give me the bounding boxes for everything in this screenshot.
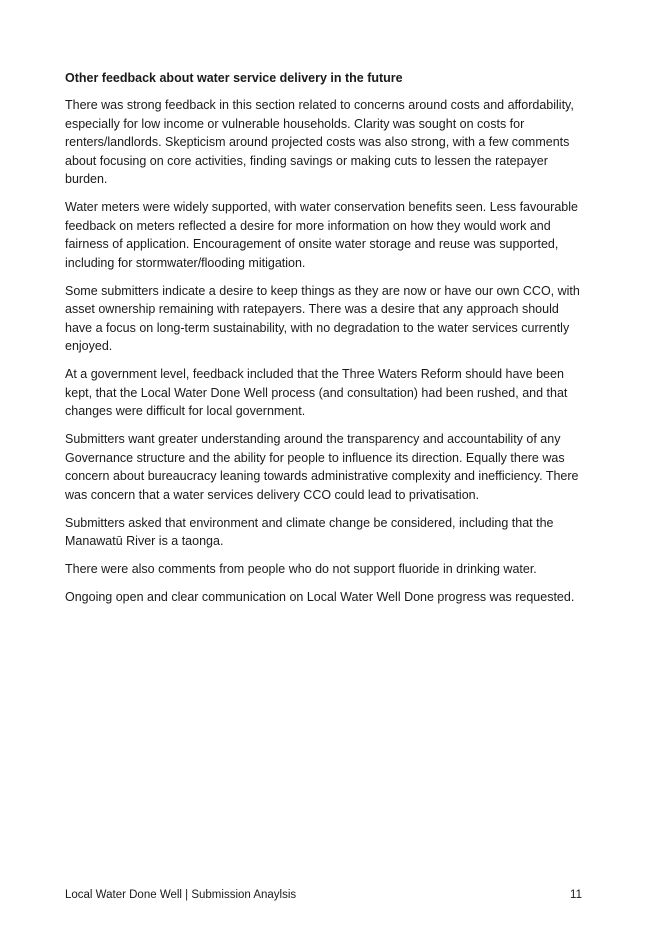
section-heading: Other feedback about water service delivery in the future [65, 71, 403, 85]
paragraph-water-meters: Water meters were widely supported, with water conservation benefits seen. Less favourable feedback on meters reflected a desire for more information on how they would work and fairness of application. Encouragement of onsite water storage and reuse was supported, including for stormwater/flooding mitigation. [65, 200, 578, 270]
paragraph-costs-affordability: There was strong feedback in this section related to concerns around costs and affordability, especially for low income or vulnerable households. Clarity was sought on costs for renters/landlords. Skepticism around projected costs was also strong, with a few comments about focusing on core activities, finding savings or making cuts to lessen the ratepayer burden. [65, 98, 574, 186]
paragraph-transparency-governance: Submitters want greater understanding around the transparency and accountability of any Governance structure and the ability for people to influence its direction. Equally there was concern about bureaucracy leaning towards administrative complexity and inefficiency. There was concern that a water services delivery CCO could lead to privatisation. [65, 432, 579, 502]
paragraph-communication: Ongoing open and clear communication on Local Water Well Done progress was requested. [65, 590, 575, 604]
page-footer [65, 888, 582, 902]
paragraph-fluoride: There were also comments from people who do not support fluoride in drinking water. [65, 562, 537, 576]
footer-document-title: Local Water Done Well | Submission Anaylsis [65, 889, 297, 901]
paragraph-government-level: At a government level, feedback included that the Three Waters Reform should have been kept, that the Local Water Done Well process (and consultation) had been rushed, and that changes were difficult for local government. [65, 367, 568, 418]
document-body [65, 69, 582, 616]
paragraph-environment-climate: Submitters asked that environment and climate change be considered, including that the Manawatū River is a taonga. [65, 515, 554, 548]
paragraph-status-quo-cco: Some submitters indicate a desire to keep things as they are now or have our own CCO, with asset ownership remaining with ratepayers. There was a desire that any approach should have a focus on long-term sustainability, with no degradation to the water services currently enjoyed. [65, 283, 580, 353]
footer-page-number: 11 [570, 889, 582, 901]
